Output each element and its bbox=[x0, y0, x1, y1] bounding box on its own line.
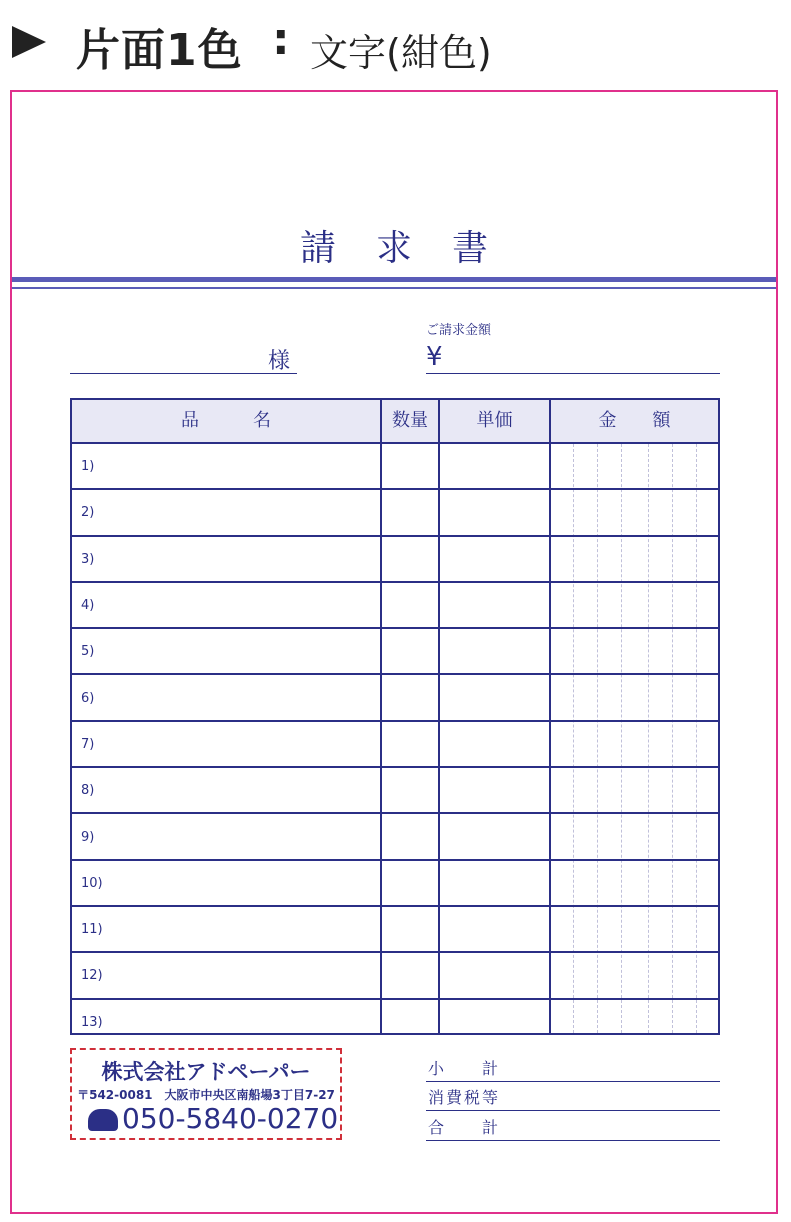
company-tel-number: 050-5840-0270 bbox=[122, 1102, 339, 1135]
table-row bbox=[72, 444, 718, 490]
invoice-sheet bbox=[10, 90, 778, 1214]
row-number: 4) bbox=[81, 598, 95, 614]
column-header-unit-price: 単価 bbox=[476, 410, 513, 431]
table-row bbox=[72, 537, 718, 583]
row-number: 2) bbox=[81, 505, 95, 521]
table-row bbox=[72, 1000, 718, 1046]
table-row bbox=[72, 907, 718, 953]
page-header bbox=[0, 0, 791, 80]
column-header-item: 品 名 bbox=[181, 410, 271, 431]
header-title: 片面1色 bbox=[76, 25, 243, 76]
row-number: 13) bbox=[81, 1014, 103, 1030]
table-row bbox=[72, 583, 718, 629]
row-number: 10) bbox=[81, 875, 103, 891]
tax-label: 消費税等 bbox=[428, 1088, 501, 1107]
title-rule-thick bbox=[12, 277, 776, 282]
column-header-amount: 金 額 bbox=[598, 410, 671, 431]
recipient-suffix: 様 bbox=[268, 349, 291, 374]
row-number: 8) bbox=[81, 783, 95, 799]
row-number: 3) bbox=[81, 551, 95, 567]
table-row bbox=[72, 953, 718, 999]
table-row bbox=[72, 768, 718, 814]
recipient-line bbox=[70, 373, 297, 374]
company-address: 〒542-0081 大阪市中央区南船場3丁目7-27 bbox=[77, 1088, 335, 1102]
row-number: 12) bbox=[81, 968, 103, 984]
row-number: 7) bbox=[81, 736, 95, 752]
yen-symbol: ¥ bbox=[426, 342, 443, 372]
header-subtitle: 文字(紺色) bbox=[310, 31, 492, 75]
company-name: 株式会社アドペーパー bbox=[101, 1060, 311, 1084]
table-row bbox=[72, 814, 718, 860]
total-line bbox=[426, 1115, 720, 1141]
tax-line bbox=[426, 1085, 720, 1111]
table-row bbox=[72, 490, 718, 536]
table-header bbox=[72, 400, 718, 444]
total-label: 合 計 bbox=[428, 1118, 501, 1137]
company-stamp bbox=[70, 1048, 342, 1140]
amount-label: ご請求金額 bbox=[426, 323, 492, 338]
table-row bbox=[72, 676, 718, 722]
subtotal-label: 小 計 bbox=[428, 1059, 501, 1078]
row-number: 6) bbox=[81, 690, 95, 706]
row-number: 11) bbox=[81, 922, 103, 938]
table-row bbox=[72, 629, 718, 675]
table-row bbox=[72, 861, 718, 907]
telephone-icon bbox=[88, 1109, 118, 1131]
title-rule-thin bbox=[12, 287, 776, 289]
company-tel bbox=[88, 1102, 338, 1135]
items-table bbox=[70, 398, 720, 1035]
table-row bbox=[72, 722, 718, 768]
column-header-quantity: 数量 bbox=[392, 410, 428, 431]
subtotal-line bbox=[426, 1056, 720, 1082]
row-number: 5) bbox=[81, 644, 95, 660]
play-triangle-icon bbox=[12, 26, 46, 58]
row-number: 1) bbox=[81, 459, 95, 475]
row-number: 9) bbox=[81, 829, 95, 845]
amount-line bbox=[426, 373, 720, 374]
header-colon: : bbox=[272, 14, 290, 65]
invoice-title: 請求書 bbox=[299, 228, 528, 269]
